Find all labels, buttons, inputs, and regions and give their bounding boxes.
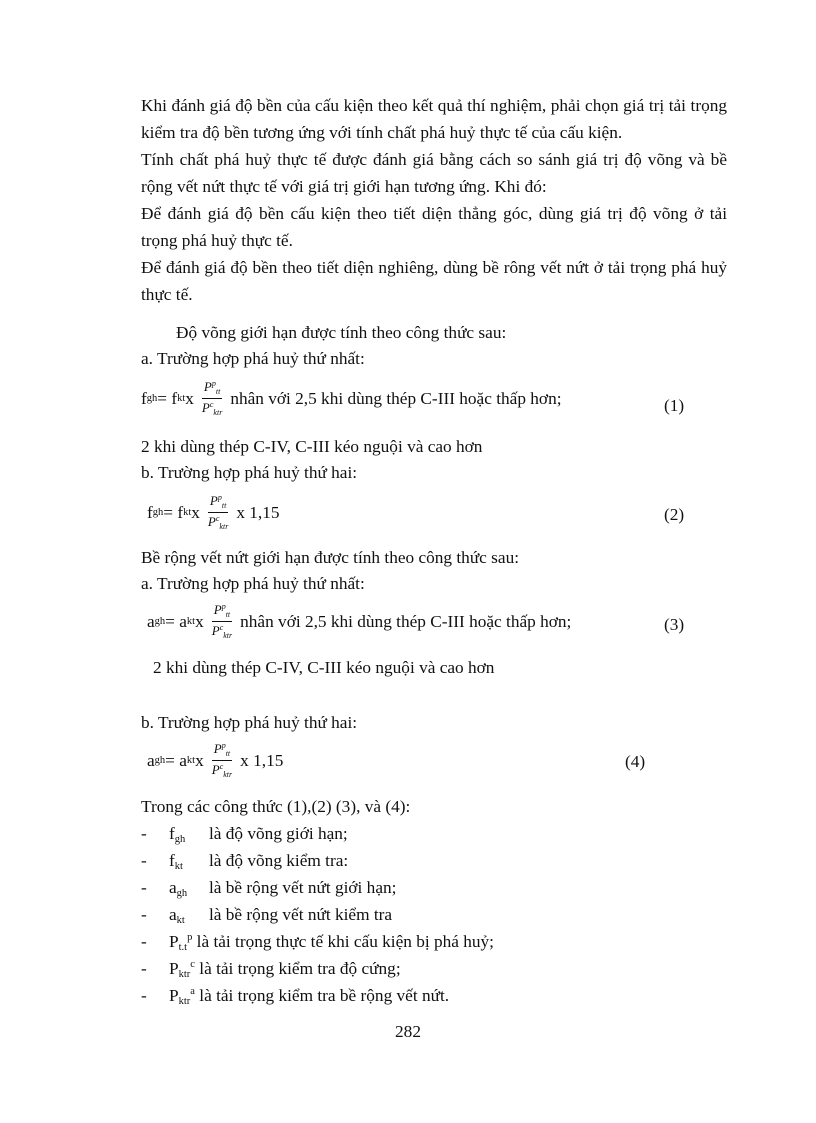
definition-item: - $a_{gh}$ là bề rộng vết nứt giới hạn; bbox=[141, 878, 397, 899]
note-steel-1: 2 khi dùng thép C-IV, C-III kéo nguội và cao hơn bbox=[141, 437, 483, 456]
equation-number-1: (1) bbox=[664, 396, 685, 415]
crack-intro: Bề rộng vết nứt giới hạn được tính theo công thức sau: bbox=[141, 548, 520, 567]
definition-item: - $P_{t.t}^p$ là tải trọng thực tế khi cấu kiện bị phá huỷ; bbox=[141, 932, 494, 953]
definition-item: - $f_{gh}$ là độ võng giới hạn; bbox=[141, 824, 348, 845]
equation-3: a gh = a kt x $\frac{P^p_{tt}}{P^c_{ktr}}$ nhân với 2,5 khi dùng thép C-III hoặc thấp hơn; bbox=[147, 602, 572, 640]
case-b-crack: b. Trường hợp phá huỷ thứ hai: bbox=[141, 713, 358, 732]
fraction: $\frac{P^p_{tt}}{P^c_{ktr}}$ bbox=[207, 493, 229, 531]
deflection-intro: Độ võng giới hạn được tính theo công thức sau: bbox=[176, 323, 507, 342]
paragraph-failure-nature: Tính chất phá huỷ thực tế được đánh giá bằng cách so sánh giá trị độ võng và bề rộng vết nứt thực tế với giá trị giới hạn tương ứng. Khi đó: bbox=[141, 150, 727, 196]
equation-number-2: (2) bbox=[664, 505, 685, 524]
definition-item: - $a_{kt}$ là bề rộng vết nứt kiểm tra bbox=[141, 905, 393, 926]
note-steel-2: 2 khi dùng thép C-IV, C-III kéo nguội và cao hơn bbox=[153, 658, 495, 677]
fraction: $\frac{P^p_{tt}}{P^c_{ktr}}$ bbox=[201, 379, 223, 417]
case-a-deflection: a. Trường hợp phá huỷ thứ nhất: bbox=[141, 349, 365, 368]
fraction: $\frac{P^p_{tt}}{P^c_{ktr}}$ bbox=[211, 741, 233, 779]
equation-1: f gh = f kt x $\frac{P^p_{tt}}{P^c_{ktr}}$ nhân với 2,5 khi dùng thép C-III hoặc thấp hơn; bbox=[141, 379, 562, 417]
equation-number-3: (3) bbox=[664, 615, 685, 634]
case-a-crack: a. Trường hợp phá huỷ thứ nhất: bbox=[141, 574, 365, 593]
where-line: Trong các công thức (1),(2) (3), và (4): bbox=[141, 797, 411, 816]
equation-2: f gh = f kt x $\frac{P^p_{tt}}{P^c_{ktr}}$ x 1,15 bbox=[147, 493, 280, 531]
paragraph-normal-section: Để đánh giá độ bền cấu kiện theo tiết diện thẳng góc, dùng giá trị độ võng ở tải trọng phá huỷ thực tế. bbox=[141, 204, 727, 250]
paragraph-intro: Khi đánh giá độ bền của cấu kiện theo kết quả thí nghiệm, phải chọn giá trị tải trọng kiểm tra độ bền tương ứng với tính chất phá huỷ thực tế của cấu kiện. bbox=[141, 96, 727, 142]
definition-item: - $P_{ktr}^a$ là tải trọng kiểm tra bề rộng vết nứt. bbox=[141, 986, 450, 1007]
fraction: $\frac{P^p_{tt}}{P^c_{ktr}}$ bbox=[211, 602, 233, 640]
page-number: 282 bbox=[395, 1022, 421, 1041]
case-b-deflection: b. Trường hợp phá huỷ thứ hai: bbox=[141, 463, 358, 482]
definition-item: - $P_{ktr}^c$ là tải trọng kiểm tra độ cứng; bbox=[141, 959, 401, 980]
equation-number-4: (4) bbox=[625, 752, 646, 771]
paragraph-inclined-section: Để đánh giá độ bền theo tiết diện nghiêng, dùng bề rông vết nứt ở tải trọng phá huỷ thực tế. bbox=[141, 258, 727, 304]
definition-item: - $f_{kt}$ là độ võng kiểm tra: bbox=[141, 851, 349, 872]
equation-4: a gh = a kt x $\frac{P^p_{tt}}{P^c_{ktr}}$ x 1,15 bbox=[147, 741, 284, 779]
